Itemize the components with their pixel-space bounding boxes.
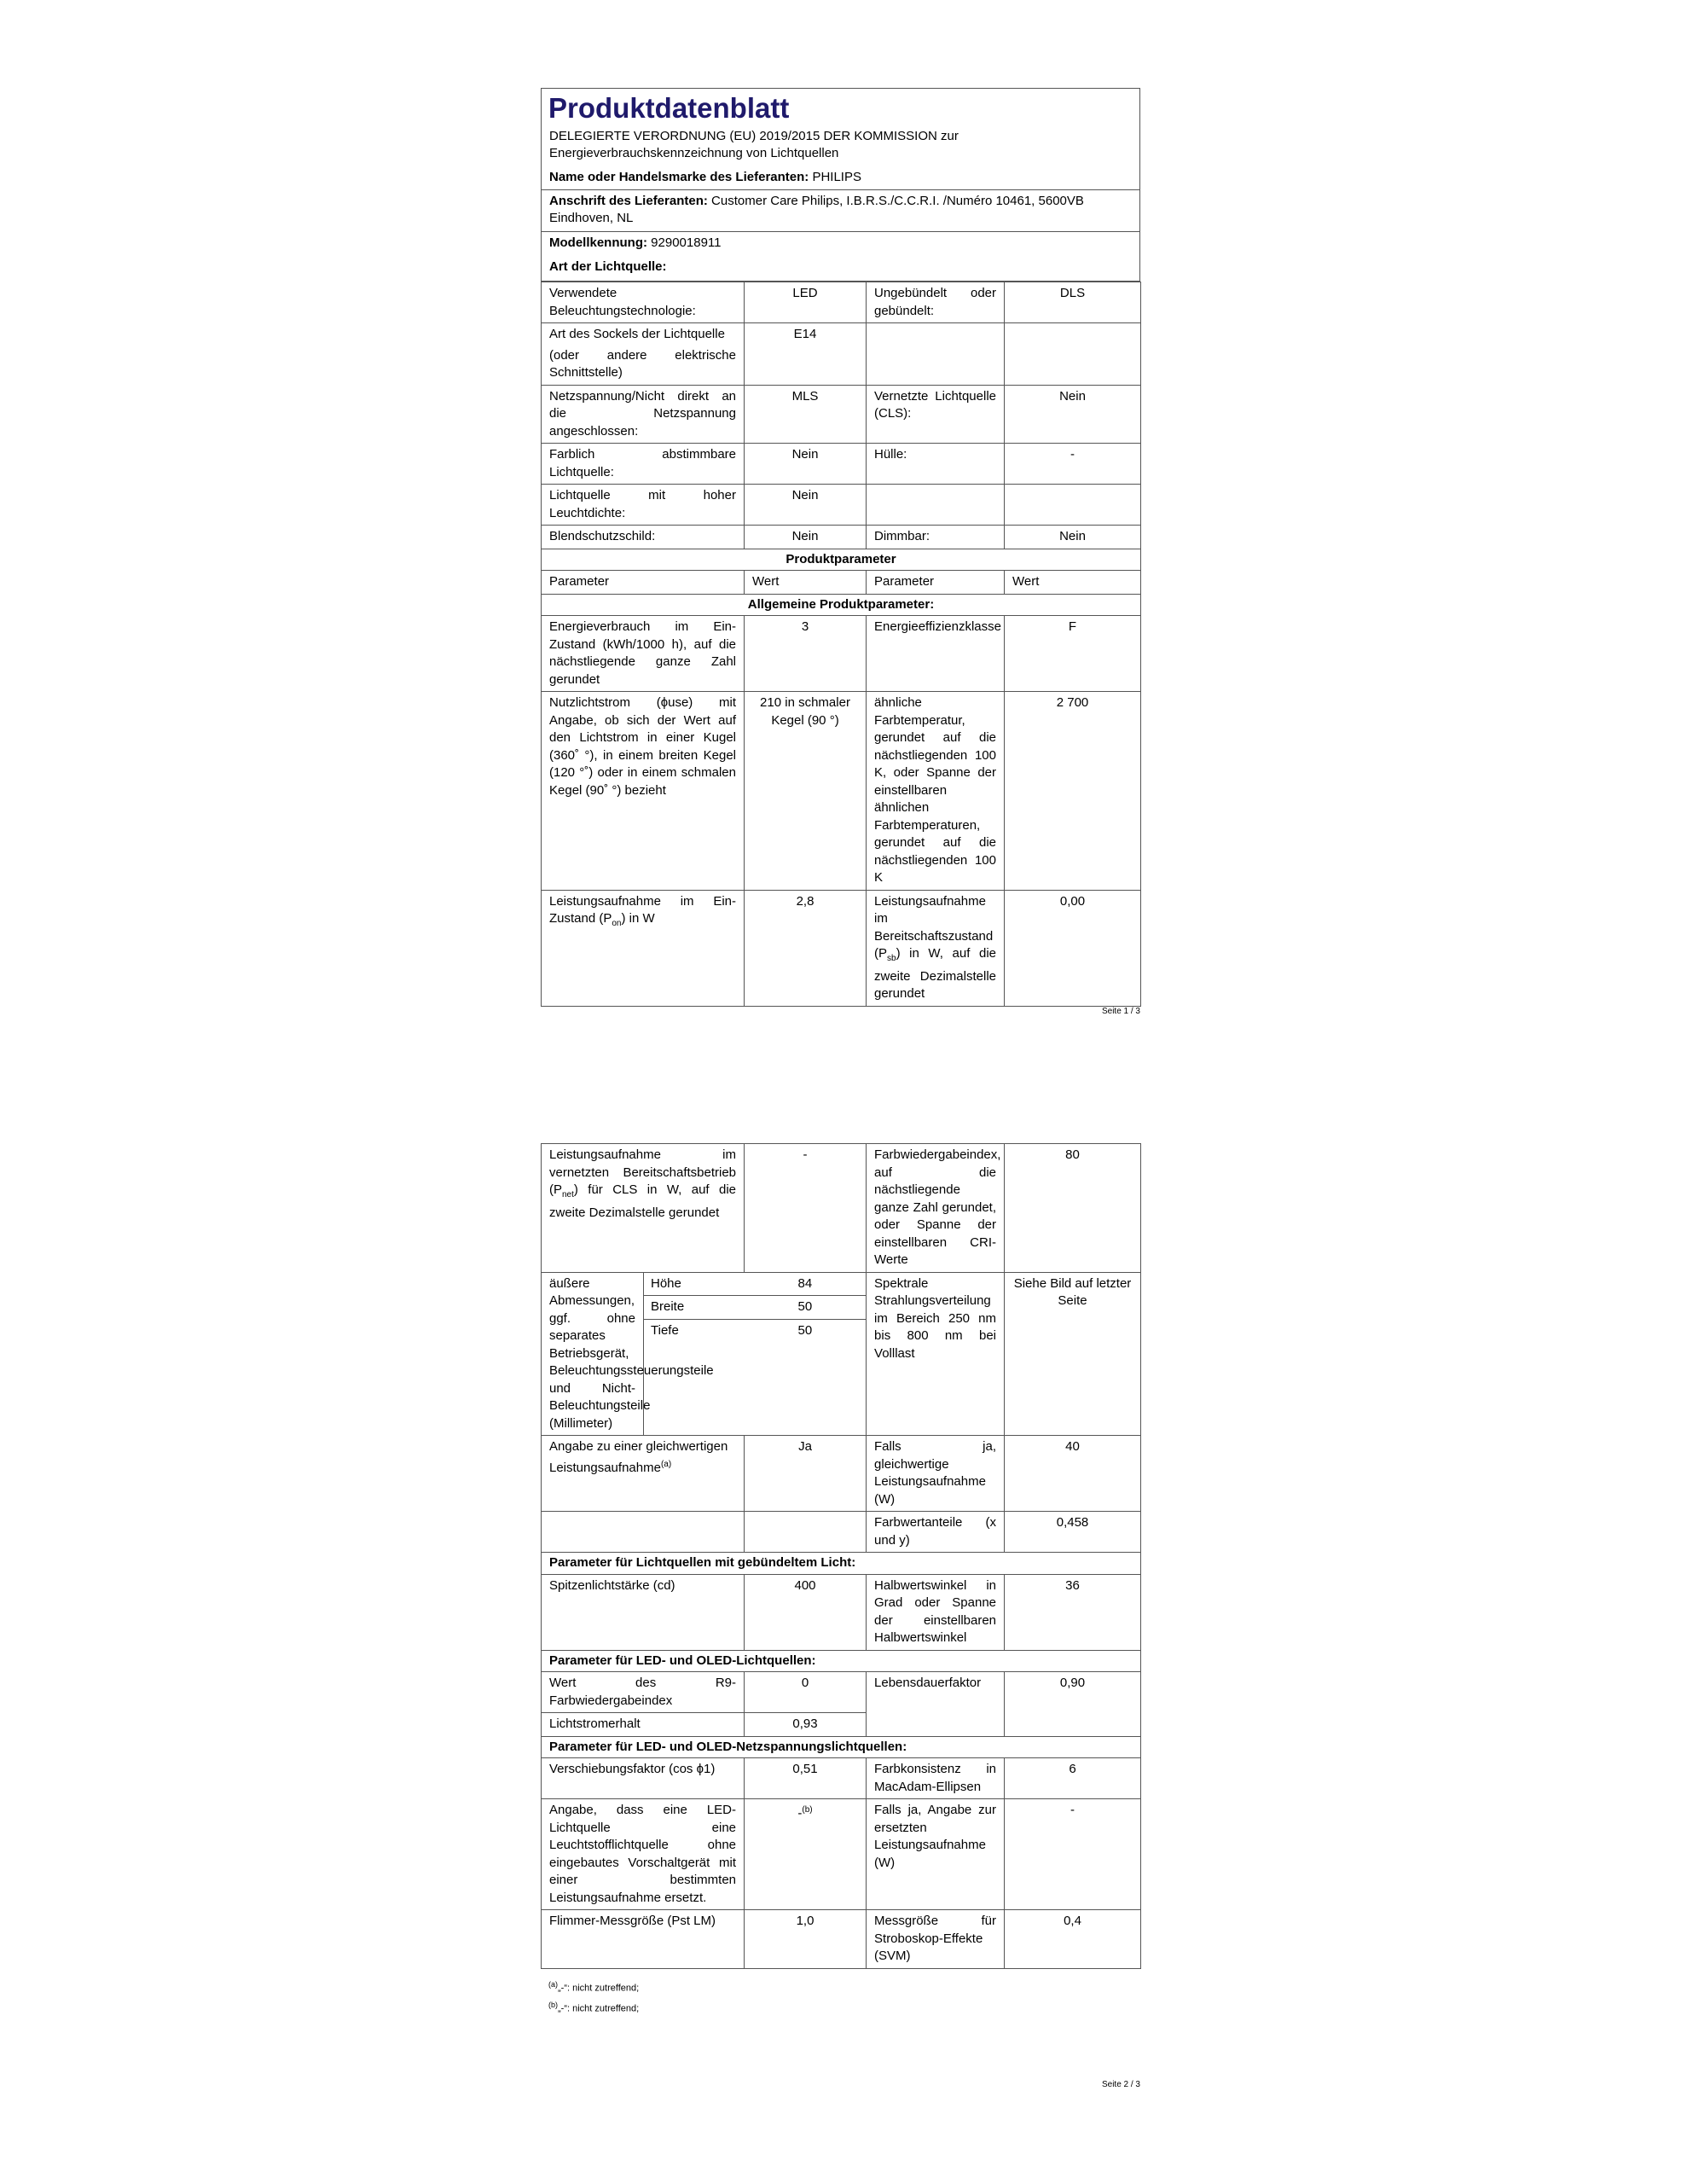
cct-value: 2 700 xyxy=(1005,692,1141,891)
footnote-a xyxy=(541,1976,1140,1997)
table-row xyxy=(542,616,1141,692)
label-part: ) in W xyxy=(621,911,655,926)
r9-value: 0 xyxy=(745,1672,867,1713)
r9-label: Wert des R9-Farbwiedergabeindex xyxy=(542,1672,745,1713)
footnote-b xyxy=(541,1996,1140,2018)
cell-value: Nein xyxy=(745,526,867,549)
label-part: Leistungsaufnahme im Ein-Zustand (P xyxy=(549,893,736,926)
page-2 xyxy=(541,1143,1140,2089)
footnote-text: „-“: nicht zutreffend; xyxy=(558,1983,640,1994)
svm-label: Messgröße für Stroboskop-Effekte (SVM) xyxy=(867,1910,1005,1969)
model-value: 9290018911 xyxy=(651,235,722,250)
cell-value: E14 xyxy=(745,323,867,386)
cell-label xyxy=(542,323,745,386)
table-row xyxy=(542,1436,1141,1512)
cell-value: - xyxy=(1005,444,1141,485)
equivalent-power-w-value: 40 xyxy=(1005,1436,1141,1512)
dimension-name: Höhe xyxy=(644,1273,745,1296)
label-part: Leistungsaufnahme im Bereitschaftszustand (P xyxy=(874,893,994,961)
socket-label: Art des Sockels der Lichtquelle xyxy=(549,327,725,341)
footnote-mark: (a) xyxy=(660,1459,672,1469)
regulation-text: DELEGIERTE VERORDNUNG (EU) 2019/2015 DER KOMMISSION zur Energieverbrauchskennzeichnung von Lichtquellen xyxy=(549,129,959,160)
address-value: Customer Care Philips, I.B.R.S./C.C.R.I. /Numéro 10461, 5600VB Eindhoven, NL xyxy=(549,194,1084,225)
document-title: Produktdatenblatt xyxy=(548,92,790,124)
footnote-mark: (a) xyxy=(548,1979,558,1989)
cell-label: Ungebündelt oder gebündelt: xyxy=(867,282,1005,323)
label-subscript: sb xyxy=(887,954,896,963)
equivalent-power-label xyxy=(542,1436,745,1512)
product-parameters-heading: Produktparameter xyxy=(542,549,1141,571)
mains-heading: Parameter für LED- und OLED-Netzspannungslichtquellen: xyxy=(542,1736,1141,1758)
supplier-label: Name oder Handelsmarke des Lieferanten: xyxy=(549,170,809,184)
standby-power-value: 0,00 xyxy=(1005,890,1141,1006)
column-header: Parameter xyxy=(867,571,1005,595)
cct-label: ähnliche Farbtemperatur, gerundet auf die nächstliegenden 100 K, oder Spanne der einstellbaren ähnlichen Farbtemperaturen, gerundet auf die nächstliegenden 100 K xyxy=(867,692,1005,891)
supplier-value: PHILIPS xyxy=(812,170,861,184)
table-row xyxy=(542,890,1141,1006)
cri-value: 80 xyxy=(1005,1144,1141,1273)
replacement-w-value: - xyxy=(1005,1799,1141,1910)
cell-value xyxy=(1005,485,1141,526)
table-row xyxy=(542,323,1141,386)
cell-label xyxy=(867,485,1005,526)
table-row xyxy=(542,1272,1141,1436)
standby-power-label xyxy=(867,890,1005,1006)
equivalent-power-value: Ja xyxy=(745,1436,867,1512)
efficiency-class-label: Energieeffizienzklasse xyxy=(867,616,1005,692)
equivalent-power-w-label: Falls ja, gleichwertige Leistungsaufnahme (W) xyxy=(867,1436,1005,1512)
footnotes xyxy=(541,1976,1140,2018)
table-row xyxy=(542,282,1141,323)
page-1 xyxy=(541,88,1140,1016)
dimension-name: Breite xyxy=(644,1296,745,1320)
label-part: ) in W, auf die zweite Dezimalstelle gerundet xyxy=(874,946,996,1001)
model-line xyxy=(542,231,1139,253)
footnote-mark: (b) xyxy=(548,2001,558,2010)
directional-heading: Parameter für Lichtquellen mit gebündeltem Licht: xyxy=(542,1553,1141,1575)
cell-value: LED xyxy=(745,282,867,323)
value-text: - xyxy=(797,1806,803,1821)
replacement-label: Angabe, dass eine LED-Lichtquelle eine Leuchtstofflichtquelle ohne eingebautes Vorschaltgerät mit einer bestimmten Leistungsaufnahme ersetzt. xyxy=(542,1799,745,1910)
table-row xyxy=(542,385,1141,444)
beam-angle-label: Halbwertswinkel in Grad oder Spanne der einstellbaren Halbwertswinkel xyxy=(867,1574,1005,1650)
dimensions-table xyxy=(644,1273,866,1343)
light-source-type-heading: Art der Lichtquelle: xyxy=(549,259,667,274)
table-row xyxy=(542,1758,1141,1799)
replacement-w-label: Falls ja, Angabe zur ersetzten Leistungsaufnahme (W) xyxy=(867,1799,1005,1910)
dimension-row xyxy=(644,1296,866,1320)
product-parameters-table-continued xyxy=(541,1143,1141,1969)
table-row xyxy=(542,1910,1141,1969)
beam-angle-value: 36 xyxy=(1005,1574,1141,1650)
dimension-name: Tiefe xyxy=(651,1322,679,1338)
section-heading-row xyxy=(542,1650,1141,1672)
cell-value xyxy=(1005,323,1141,386)
cell-value: DLS xyxy=(1005,282,1141,323)
flicker-value: 1,0 xyxy=(745,1910,867,1969)
dimensions-label: äußere Abmessungen, ggf. ohne separates Betriebsgerät, Beleuchtungssteuerungsteile und Nicht-Beleuchtungsteile (Millimeter) xyxy=(542,1272,644,1436)
column-header-row xyxy=(542,571,1141,595)
header-box xyxy=(541,88,1140,282)
cell-label: Dimmbar: xyxy=(867,526,1005,549)
cell-label xyxy=(867,323,1005,386)
table-row xyxy=(542,1574,1141,1650)
table-row xyxy=(542,444,1141,485)
footnote-mark: (b) xyxy=(802,1805,813,1815)
table-row xyxy=(542,692,1141,891)
dimension-row xyxy=(644,1273,866,1296)
column-header: Parameter xyxy=(542,571,745,595)
networked-standby-label xyxy=(542,1144,745,1273)
footnote-text: „-“: nicht zutreffend; xyxy=(558,2003,640,2014)
light-source-type-table xyxy=(541,282,1141,1007)
cell-label: Blendschutzschild: xyxy=(542,526,745,549)
useful-flux-value: 210 in schmaler Kegel (90 °) xyxy=(745,692,867,891)
flicker-label: Flimmer-Messgröße (Pst LM) xyxy=(542,1910,745,1969)
cri-label: Farbwiedergabeindex, auf die nächstliegende ganze Zahl gerundet, oder Spanne der einstellbaren CRI-Werte xyxy=(867,1144,1005,1273)
dimensions-cell xyxy=(644,1272,867,1436)
displacement-factor-value: 0,51 xyxy=(745,1758,867,1799)
supplier-line xyxy=(542,164,1139,189)
energy-consumption-label: Energieverbrauch im Ein-Zustand (kWh/1000 h), auf die nächstliegende ganze Zahl gerundet xyxy=(542,616,745,692)
dimension-row xyxy=(644,1319,866,1342)
label-subscript: net xyxy=(562,1190,574,1199)
table-row xyxy=(542,1144,1141,1273)
cell-label: Vernetzte Lichtquelle (CLS): xyxy=(867,385,1005,444)
section-heading-row xyxy=(542,1553,1141,1575)
lumen-maintenance-label: Lichtstromerhalt xyxy=(542,1713,745,1737)
column-header: Wert xyxy=(1005,571,1141,595)
label-part: ) für CLS in W, auf die zweite Dezimalstelle gerundet xyxy=(549,1182,737,1220)
spectral-distribution-label: Spektrale Strahlungsverteilung im Bereich 250 nm bis 800 nm bei Volllast xyxy=(867,1272,1005,1436)
cell-value: Nein xyxy=(745,485,867,526)
cell-value: Nein xyxy=(1005,526,1141,549)
empty-cell xyxy=(542,1512,745,1553)
useful-flux-label: Nutzlichtstrom (ϕuse) mit Angabe, ob sich der Wert auf den Lichtstrom in einer Kugel (360˚ °), in einem breiten Kegel (120 °˚) oder in einem schmalen Kegel (90˚ °) bezieht xyxy=(542,692,745,891)
cell-label: Netzspannung/Nicht direkt an die Netzspannung angeschlossen: xyxy=(542,385,745,444)
color-consistency-label: Farbkonsistenz in MacAdam-Ellipsen xyxy=(867,1758,1005,1799)
table-row xyxy=(542,1512,1141,1553)
label-subscript: on xyxy=(612,919,622,928)
cell-value: MLS xyxy=(745,385,867,444)
socket-label-extra: (oder andere elektrische Schnittstelle) xyxy=(549,347,736,380)
general-parameters-heading: Allgemeine Produktparameter: xyxy=(542,594,1141,616)
cell-label: Hülle: xyxy=(867,444,1005,485)
cell-label: Lichtquelle mit hoher Leuchtdichte: xyxy=(542,485,745,526)
page-number: Seite 1 / 3 xyxy=(1101,1007,1140,1016)
chromaticity-label: Farbwertanteile (x und y) xyxy=(867,1512,1005,1553)
color-consistency-value: 6 xyxy=(1005,1758,1141,1799)
section-heading-row xyxy=(542,594,1141,616)
cell-label: Verwendete Beleuchtungstechnologie: xyxy=(542,282,745,323)
label-part: Angabe zu einer gleichwertigen Leistungsaufnahme xyxy=(549,1439,728,1475)
networked-standby-value: - xyxy=(745,1144,867,1273)
table-row xyxy=(542,1799,1141,1910)
page-number: Seite 2 / 3 xyxy=(1101,2080,1140,2089)
dimension-value: 84 xyxy=(745,1273,866,1296)
address-line xyxy=(542,189,1139,231)
efficiency-class-value: F xyxy=(1005,616,1141,692)
survival-factor-label: Lebensdauerfaktor xyxy=(867,1672,1005,1737)
model-label: Modellkennung: xyxy=(549,235,647,250)
peak-intensity-value: 400 xyxy=(745,1574,867,1650)
column-header: Wert xyxy=(745,571,867,595)
spectral-distribution-value: Siehe Bild auf letzter Seite xyxy=(1005,1272,1141,1436)
section-heading-row xyxy=(542,1736,1141,1758)
displacement-factor-label: Verschiebungsfaktor (cos ϕ1) xyxy=(542,1758,745,1799)
cell-value: Nein xyxy=(1005,385,1141,444)
cell-value: Nein xyxy=(745,444,867,485)
table-row xyxy=(542,1672,1141,1713)
led-heading: Parameter für LED- und OLED-Lichtquellen: xyxy=(542,1650,1141,1672)
lumen-maintenance-value: 0,93 xyxy=(745,1713,867,1737)
energy-consumption-value: 3 xyxy=(745,616,867,692)
dimension-value: 50 xyxy=(797,1322,813,1338)
address-label: Anschrift des Lieferanten: xyxy=(549,194,708,208)
section-heading-row xyxy=(542,549,1141,571)
table-row xyxy=(542,485,1141,526)
survival-factor-value: 0,90 xyxy=(1005,1672,1141,1737)
on-mode-power-value: 2,8 xyxy=(745,890,867,1006)
replacement-value xyxy=(745,1799,867,1910)
svm-value: 0,4 xyxy=(1005,1910,1141,1969)
on-mode-power-label xyxy=(542,890,745,1006)
table-row xyxy=(542,526,1141,549)
label-part: Leistungsaufnahme im vernetzten Bereitschaftsbetrieb (P xyxy=(549,1147,737,1197)
empty-cell xyxy=(745,1512,867,1553)
dimension-value: 50 xyxy=(745,1296,866,1320)
cell-label: Farblich abstimmbare Lichtquelle: xyxy=(542,444,745,485)
peak-intensity-label: Spitzenlichtstärke (cd) xyxy=(542,1574,745,1650)
chromaticity-value: 0,458 xyxy=(1005,1512,1141,1553)
